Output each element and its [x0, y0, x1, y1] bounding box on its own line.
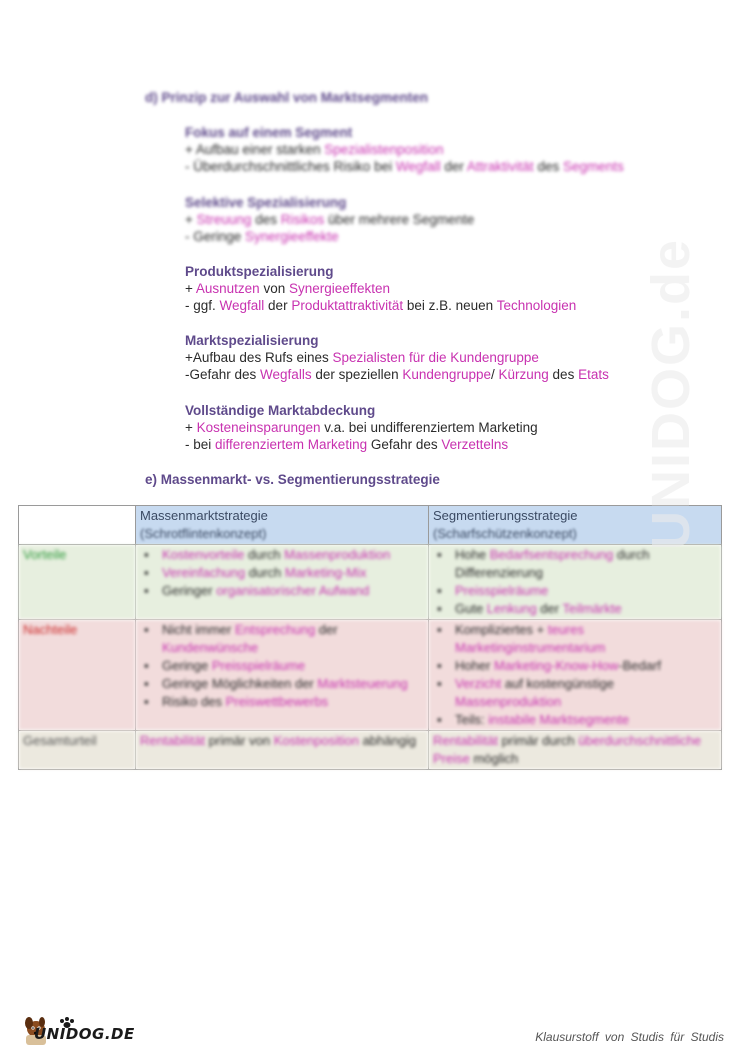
block-line: - ggf. Wegfall der Produktattraktivität bei z.B. neuen Technologien	[185, 298, 577, 313]
block-selektiv	[185, 194, 474, 245]
list-item: ▪ Vereinfachung durch Marketing-Mix	[162, 564, 424, 582]
header-title: Segmentierungsstrategie	[433, 508, 578, 523]
header-empty-cell	[19, 506, 136, 545]
list-item: ▪ Geringe Möglichkeiten der Marktsteuerung	[162, 675, 424, 693]
block-line: + Kosteneinsparungen v.a. bei undifferenziertem Marketing	[185, 420, 538, 435]
header-subtitle: (Schrotflintenkonzept)	[140, 526, 267, 541]
table-row-gesamturteil	[19, 731, 722, 770]
list-item: ▪ Verzicht auf kostengünstige Massenproduktion	[455, 675, 717, 711]
block-line: - Geringe Synergieeffekte	[185, 229, 339, 244]
list-item: ▪ Risiko des Preiswettbewerbs	[162, 693, 424, 711]
block-title: Vollständige Marktabdeckung	[185, 403, 376, 418]
footer-text: Klausurstoff von Studis für Studis	[535, 1030, 724, 1044]
list-item: ▪ Teils: instabile Marktsegmente	[455, 711, 717, 729]
cell-massenmarkt: Rentabilität primär von Kostenposition abhängig	[136, 731, 429, 770]
list-item: ▪ Nicht immer Entsprechung der Kundenwünsche	[162, 621, 424, 657]
list-item: ▪ Preisspielräume	[455, 582, 717, 600]
block-line: +Aufbau des Rufs eines Spezialisten für die Kundengruppe	[185, 350, 539, 365]
list-item: ▪ Gute Lenkung der Teilmärkte	[455, 600, 717, 618]
block-vollstaendige-marktabdeckung	[185, 402, 538, 453]
list-item: ▪ Geringer organisatorischer Aufwand	[162, 582, 424, 600]
block-produktspezialisierung	[185, 263, 576, 314]
watermark: UNIDOG.de	[641, 237, 701, 550]
row-label: Vorteile	[19, 545, 136, 620]
list-item: ▪ Geringe Preisspielräume	[162, 657, 424, 675]
cell-massenmarkt	[136, 620, 429, 731]
block-marktspezialisierung	[185, 332, 609, 383]
list-item: ▪ Hohe Bedarfsentsprechung durch Differenzierung	[455, 546, 717, 582]
cell-massenmarkt	[136, 545, 429, 620]
block-fokus	[185, 124, 624, 175]
block-title: Fokus auf einem Segment	[185, 125, 353, 140]
row-label: Nachteile	[19, 620, 136, 731]
header-title: Massenmarktstrategie	[140, 508, 268, 523]
comparison-table	[18, 505, 722, 770]
table-row-vorteile	[19, 545, 722, 620]
logo-text: UNIDOG.DE	[34, 1025, 135, 1043]
section-d-heading: d) Prinzip zur Auswahl von Marktsegmenten	[145, 90, 429, 105]
section-e-heading: e) Massenmarkt- vs. Segmentierungsstrategie	[145, 472, 440, 487]
block-title: Produktspezialisierung	[185, 264, 334, 279]
list-item: ▪ Hoher Marketing-Know-How-Bedarf	[455, 657, 717, 675]
cell-segmentierung: Rentabilität primär durch überdurchschnittliche Preise möglich	[429, 731, 722, 770]
table-row-nachteile	[19, 620, 722, 731]
block-line: + Aufbau einer starken Spezialistenposition	[185, 142, 444, 157]
header-subtitle: (Scharfschützenkonzept)	[433, 526, 577, 541]
cell-segmentierung	[429, 545, 722, 620]
header-massenmarkt	[136, 506, 429, 545]
block-title: Marktspezialisierung	[185, 333, 319, 348]
list-item: ▪ Kompliziertes + teures Marketinginstrumentarium	[455, 621, 717, 657]
block-line: -Gefahr des Wegfalls der speziellen Kundengruppe/ Kürzung des Etats	[185, 367, 609, 382]
row-label: Gesamturteil	[19, 731, 136, 770]
block-line: - bei differenziertem Marketing Gefahr des Verzettelns	[185, 437, 509, 452]
cell-segmentierung	[429, 620, 722, 731]
block-line: - Überdurchschnittliches Risiko bei Wegfall der Attraktivität des Segments	[185, 159, 624, 174]
block-line: + Streuung des Risikos über mehrere Segmente	[185, 212, 475, 227]
block-title: Selektive Spezialisierung	[185, 195, 347, 210]
block-line: + Ausnutzen von Synergieeffekten	[185, 281, 391, 296]
table-header-row	[19, 506, 722, 545]
list-item: ▪ Kostenvorteile durch Massenproduktion	[162, 546, 424, 564]
